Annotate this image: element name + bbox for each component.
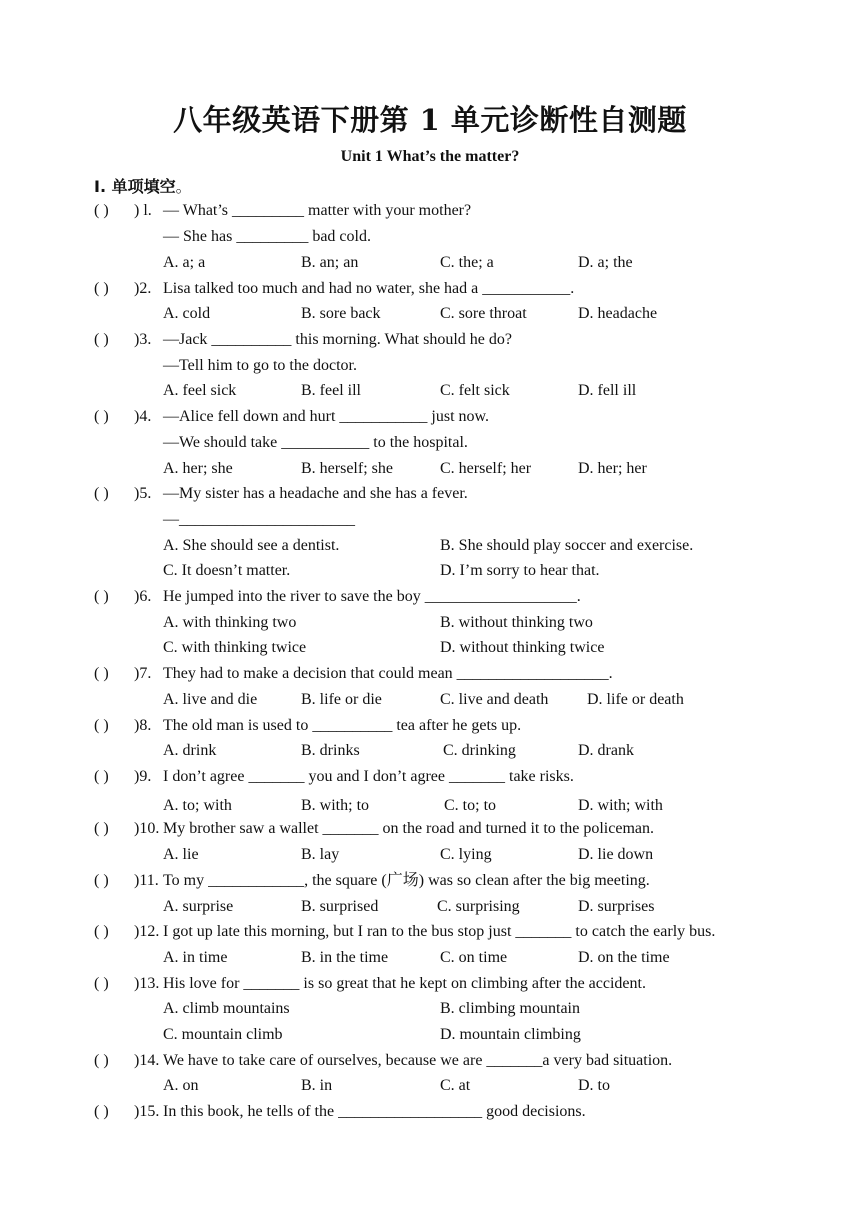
- answer-option: D. mountain climbing: [440, 1026, 581, 1043]
- question-text: We have to take care of ourselves, because we are _______a very bad situation.: [163, 1052, 673, 1069]
- answer-option: D. to: [578, 1077, 610, 1094]
- answer-blank: ( ): [94, 202, 109, 219]
- answer-option: B. drinks: [301, 742, 360, 759]
- answer-option: A. drink: [163, 742, 217, 759]
- answer-option: C. lying: [440, 846, 492, 863]
- answer-blank: ( ): [94, 923, 109, 940]
- question-number: )6.: [134, 588, 152, 605]
- answer-option: A. in time: [163, 949, 228, 966]
- answer-option: D. life or death: [587, 691, 684, 708]
- answer-blank: ( ): [94, 717, 109, 734]
- question-number: )2.: [134, 280, 152, 297]
- question-text: — What’s _________ matter with your mother?: [163, 202, 472, 219]
- answer-blank: ( ): [94, 280, 109, 297]
- section-label: I. 单项填空: [94, 177, 176, 196]
- answer-option: B. herself; she: [301, 460, 393, 477]
- answer-option: C. drinking: [443, 742, 516, 759]
- answer-option: D. fell ill: [578, 382, 637, 399]
- answer-option: D. a; the: [578, 254, 633, 271]
- answer-option: C. herself; her: [440, 460, 532, 477]
- answer-blank: ( ): [94, 768, 109, 785]
- answer-option: D. drank: [578, 742, 634, 759]
- question-text: The old man is used to __________ tea after he gets up.: [163, 717, 522, 734]
- question-number: )15.: [134, 1103, 160, 1120]
- answer-blank: ( ): [94, 588, 109, 605]
- answer-option: A. on: [163, 1077, 199, 1094]
- question-text: In this book, he tells of the __________________ good decisions.: [163, 1103, 586, 1120]
- answer-option: B. feel ill: [301, 382, 361, 399]
- answer-option: B. lay: [301, 846, 340, 863]
- answer-option: B. life or die: [301, 691, 382, 708]
- question-text: They had to make a decision that could mean ___________________.: [163, 665, 613, 682]
- question-number: )3.: [134, 331, 152, 348]
- answer-option: B. in: [301, 1077, 333, 1094]
- question-text: —My sister has a headache and she has a fever.: [163, 485, 468, 502]
- question-number: )8.: [134, 717, 152, 734]
- answer-option: C. at: [440, 1077, 471, 1094]
- question-number: )11.: [134, 872, 159, 889]
- answer-option: B. with; to: [301, 797, 370, 814]
- answer-option: C. with thinking twice: [163, 639, 307, 656]
- answer-option: D. I’m sorry to hear that.: [440, 562, 600, 579]
- answer-option: C. felt sick: [440, 382, 510, 399]
- question-text: Lisa talked too much and had no water, she had a ___________.: [163, 280, 575, 297]
- question-number: )10.: [134, 820, 160, 837]
- answer-option: C. the; a: [440, 254, 494, 271]
- answer-option: D. headache: [578, 305, 658, 322]
- answer-option: B. She should play soccer and exercise.: [440, 537, 694, 554]
- answer-blank: ( ): [94, 485, 109, 502]
- answer-option: A. with thinking two: [163, 614, 297, 631]
- question-text: —Alice fell down and hurt ___________ just now.: [163, 408, 490, 425]
- answer-option: C. mountain climb: [163, 1026, 283, 1043]
- answer-option: A. a; a: [163, 254, 206, 271]
- answer-option: A. her; she: [163, 460, 233, 477]
- question-text: He jumped into the river to save the boy ___________________.: [163, 588, 581, 605]
- question-text-line: —Tell him to go to the doctor.: [163, 357, 357, 374]
- question-number: )13.: [134, 975, 160, 992]
- answer-option: C. It doesn’t matter.: [163, 562, 291, 579]
- answer-blank: ( ): [94, 975, 109, 992]
- question-text-line: —______________________: [163, 511, 355, 528]
- question-number: )5.: [134, 485, 152, 502]
- answer-option: C. sore throat: [440, 305, 527, 322]
- answer-option: B. without thinking two: [440, 614, 593, 631]
- question-number: )12.: [134, 923, 160, 940]
- answer-option: A. feel sick: [163, 382, 237, 399]
- answer-option: A. live and die: [163, 691, 258, 708]
- answer-option: A. cold: [163, 305, 211, 322]
- answer-option: D. lie down: [578, 846, 654, 863]
- answer-blank: ( ): [94, 872, 109, 889]
- answer-blank: ( ): [94, 1103, 109, 1120]
- answer-option: D. on the time: [578, 949, 670, 966]
- answer-option: C. surprising: [437, 898, 520, 915]
- question-number: )9.: [134, 768, 152, 785]
- question-number: )4.: [134, 408, 152, 425]
- question-text: To my ____________, the square (广场) was so clean after the big meeting.: [163, 872, 650, 889]
- answer-option: C. on time: [440, 949, 508, 966]
- answer-option: C. live and death: [440, 691, 549, 708]
- answer-option: D. her; her: [578, 460, 647, 477]
- answer-option: A. She should see a dentist.: [163, 537, 340, 554]
- answer-blank: ( ): [94, 408, 109, 425]
- answer-blank: ( ): [94, 665, 109, 682]
- answer-option: B. climbing mountain: [440, 1000, 580, 1017]
- answer-option: B. an; an: [301, 254, 359, 271]
- answer-option: A. climb mountains: [163, 1000, 290, 1017]
- answer-option: D. without thinking twice: [440, 639, 605, 656]
- answer-option: D. surprises: [578, 898, 655, 915]
- answer-option: B. sore back: [301, 305, 381, 322]
- answer-option: A. to; with: [163, 797, 232, 814]
- question-text: His love for _______ is so great that he kept on climbing after the accident.: [163, 975, 646, 992]
- question-text: —Jack __________ this morning. What should he do?: [163, 331, 512, 348]
- answer-option: B. surprised: [301, 898, 379, 915]
- unit-subtitle: Unit 1 What’s the matter?: [340, 148, 520, 165]
- answer-blank: ( ): [94, 1052, 109, 1069]
- page-title: 八年级英语下册第 1 单元诊断性自测题: [173, 103, 687, 137]
- section-heading: [94, 174, 192, 197]
- answer-option: B. in the time: [301, 949, 389, 966]
- question-text: My brother saw a wallet _______ on the road and turned it to the policeman.: [163, 820, 654, 837]
- section-heading-end: 。: [175, 177, 192, 196]
- answer-blank: ( ): [94, 331, 109, 348]
- answer-blank: ( ): [94, 820, 109, 837]
- question-number: )7.: [134, 665, 152, 682]
- question-text: I don’t agree _______ you and I don’t agree _______ take risks.: [163, 768, 574, 785]
- answer-option: D. with; with: [578, 797, 663, 814]
- question-text-line: — She has _________ bad cold.: [163, 228, 371, 245]
- question-text-line: —We should take ___________ to the hospital.: [163, 434, 468, 451]
- answer-option: A. surprise: [163, 898, 234, 915]
- question-number: ) l.: [134, 202, 152, 219]
- answer-option: A. lie: [163, 846, 199, 863]
- question-text: I got up late this morning, but I ran to the bus stop just _______ to catch the early bus.: [163, 923, 716, 940]
- question-number: )14.: [134, 1052, 160, 1069]
- answer-option: C. to; to: [444, 797, 497, 814]
